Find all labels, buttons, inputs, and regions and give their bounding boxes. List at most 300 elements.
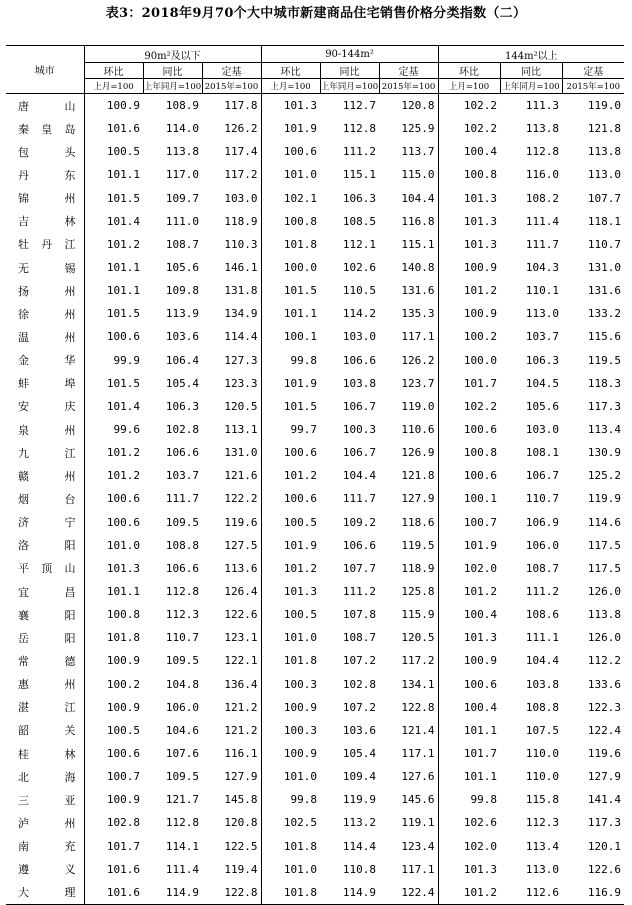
value-cell: 131.6 [587, 284, 622, 298]
value-cell: 117.1 [379, 742, 438, 765]
base-cell: 上月=100 [438, 79, 500, 94]
table-row [6, 811, 624, 834]
value-cell: 100.3 [283, 723, 318, 737]
value-cell: 100.9 [106, 654, 140, 668]
base-cell: 上月=100 [84, 79, 143, 94]
value-cell: 125.2 [587, 469, 622, 483]
price-index-table [6, 45, 624, 905]
value-cell: 136.4 [202, 673, 261, 696]
value-cell: 100.1 [283, 330, 318, 344]
value-cell: 101.2 [438, 881, 500, 905]
value-cell: 119.9 [342, 793, 377, 807]
city-cell: 常德 [6, 649, 84, 672]
table-row [6, 372, 624, 395]
value-cell: 102.0 [463, 839, 498, 853]
value-cell: 126.9 [379, 441, 438, 464]
value-cell: 123.3 [202, 372, 261, 395]
value-cell: 110.7 [165, 631, 199, 645]
value-cell: 117.2 [379, 649, 438, 672]
value-cell: 100.6 [283, 446, 318, 460]
value-cell: 117.5 [587, 561, 622, 575]
value-cell: 100.6 [283, 492, 318, 506]
value-cell: 110.0 [525, 747, 560, 760]
value-cell: 108.9 [165, 99, 199, 113]
value-cell: 104.8 [165, 677, 199, 691]
value-cell: 107.6 [165, 747, 199, 760]
value-cell: 127.3 [202, 349, 261, 372]
value-cell: 104.5 [525, 376, 560, 390]
value-cell: 102.5 [283, 816, 318, 830]
value-cell: 109.8 [165, 284, 199, 298]
value-cell: 120.8 [379, 94, 438, 118]
table-row [6, 881, 624, 905]
table-row [6, 626, 624, 649]
value-cell: 101.7 [463, 747, 498, 760]
value-cell: 111.7 [342, 492, 377, 506]
value-cell: 133.2 [587, 307, 622, 321]
value-cell: 106.3 [525, 353, 560, 367]
value-cell: 104.4 [525, 654, 560, 668]
value-cell: 100.2 [463, 330, 498, 344]
value-cell: 112.3 [525, 816, 560, 830]
city-cell: 烟台 [6, 487, 84, 510]
value-cell: 106.0 [525, 538, 560, 552]
table-row [6, 557, 624, 580]
value-cell: 108.7 [165, 237, 199, 251]
value-cell: 112.8 [165, 816, 199, 830]
value-cell: 106.6 [342, 353, 377, 367]
city-cell: 锦州 [6, 187, 84, 210]
value-cell: 106.3 [165, 399, 199, 413]
value-cell: 103.6 [165, 330, 199, 344]
value-cell: 118.3 [587, 376, 622, 390]
value-cell: 120.8 [202, 811, 261, 834]
value-cell: 101.8 [283, 839, 318, 853]
value-cell: 114.6 [587, 515, 622, 529]
table-row [6, 187, 624, 210]
value-cell: 110.1 [525, 284, 560, 298]
value-cell: 102.2 [463, 99, 498, 113]
value-cell: 101.3 [283, 585, 318, 599]
value-cell: 121.8 [379, 464, 438, 487]
value-cell: 117.2 [202, 163, 261, 186]
value-cell: 100.0 [463, 353, 498, 367]
value-cell: 113.0 [525, 862, 560, 876]
table-row [6, 117, 624, 140]
value-cell: 126.0 [587, 631, 622, 645]
table-row [6, 835, 624, 858]
value-cell: 100.8 [106, 608, 140, 622]
value-cell: 119.0 [379, 395, 438, 418]
table-row [6, 719, 624, 742]
value-cell: 100.7 [463, 515, 498, 529]
value-cell: 115.0 [379, 163, 438, 186]
value-cell: 122.5 [202, 835, 261, 858]
city-cell: 南充 [6, 835, 84, 858]
value-cell: 106.9 [525, 515, 560, 529]
value-cell: 101.0 [283, 770, 318, 784]
value-cell: 112.8 [525, 145, 560, 159]
value-cell: 108.7 [342, 631, 377, 645]
value-cell: 101.0 [283, 631, 318, 645]
value-cell: 104.4 [379, 187, 438, 210]
value-cell: 102.1 [283, 191, 318, 205]
value-cell: 113.9 [165, 307, 199, 321]
table-row [6, 233, 624, 256]
table-body [6, 94, 624, 905]
table-row [6, 256, 624, 279]
table-row [6, 279, 624, 302]
value-cell: 100.9 [463, 307, 498, 321]
table-row [6, 210, 624, 233]
value-cell: 108.1 [525, 446, 560, 460]
value-cell: 100.0 [283, 261, 318, 275]
base-cell: 2015年=100 [562, 79, 624, 94]
value-cell: 113.4 [587, 423, 622, 437]
value-cell: 100.5 [106, 723, 140, 737]
value-cell: 140.8 [379, 256, 438, 279]
value-cell: 111.4 [165, 862, 199, 876]
value-cell: 100.9 [106, 700, 140, 714]
value-cell: 101.8 [283, 237, 318, 251]
table-header [6, 46, 624, 94]
value-cell: 115.1 [379, 233, 438, 256]
value-cell: 115.9 [379, 603, 438, 626]
value-cell: 100.4 [463, 700, 498, 714]
value-cell: 112.8 [165, 585, 199, 599]
group-header-large: 144m²以上 [438, 46, 624, 63]
value-cell: 134.9 [202, 302, 261, 325]
value-cell: 120.5 [379, 626, 438, 649]
value-cell: 114.0 [165, 122, 199, 136]
value-cell: 100.9 [283, 747, 318, 760]
base-cell: 上年同月=100 [143, 79, 202, 94]
value-cell: 112.2 [587, 654, 622, 668]
value-cell: 111.1 [525, 631, 560, 645]
value-cell: 120.1 [587, 839, 622, 853]
value-cell: 106.3 [342, 191, 377, 205]
value-cell: 102.6 [463, 816, 498, 830]
value-cell: 114.1 [165, 839, 199, 853]
value-cell: 119.0 [587, 99, 622, 113]
subheader-cell: 定基 [202, 63, 261, 79]
group-header-small: 90m²及以下 [84, 46, 261, 63]
value-cell: 100.8 [283, 214, 318, 228]
table-row [6, 765, 624, 788]
value-cell: 101.0 [106, 538, 140, 552]
base-cell: 上月=100 [261, 79, 320, 94]
value-cell: 101.9 [463, 538, 498, 552]
city-cell: 牡丹江 [6, 233, 84, 256]
table-row [6, 395, 624, 418]
value-cell: 100.3 [342, 423, 377, 437]
table-row [6, 487, 624, 510]
value-cell: 115.8 [525, 793, 560, 807]
value-cell: 112.7 [342, 99, 377, 113]
value-cell: 107.5 [525, 723, 560, 737]
value-cell: 114.4 [202, 325, 261, 348]
value-cell: 110.3 [202, 233, 261, 256]
city-cell: 韶关 [6, 719, 84, 742]
value-cell: 111.4 [525, 214, 560, 228]
table-row [6, 649, 624, 672]
value-cell: 99.8 [470, 793, 498, 807]
value-cell: 110.6 [379, 418, 438, 441]
value-cell: 111.2 [342, 585, 377, 599]
table-row [6, 349, 624, 372]
value-cell: 114.4 [342, 839, 377, 853]
value-cell: 106.7 [342, 446, 377, 460]
value-cell: 101.4 [106, 214, 140, 228]
value-cell: 108.6 [525, 608, 560, 622]
value-cell: 103.0 [342, 330, 377, 344]
value-cell: 101.7 [106, 839, 140, 853]
value-cell: 113.6 [202, 557, 261, 580]
city-cell: 吉林 [6, 210, 84, 233]
value-cell: 107.2 [342, 700, 377, 714]
value-cell: 101.1 [106, 585, 140, 599]
value-cell: 101.2 [283, 561, 318, 575]
value-cell: 108.8 [165, 538, 199, 552]
value-cell: 100.6 [106, 515, 140, 529]
value-cell: 100.9 [106, 793, 140, 807]
value-cell: 126.4 [202, 580, 261, 603]
value-cell: 131.0 [202, 441, 261, 464]
subheader-cell: 定基 [562, 63, 624, 79]
value-cell: 126.0 [587, 585, 622, 599]
table-row [6, 603, 624, 626]
value-cell: 114.2 [342, 307, 377, 321]
value-cell: 121.4 [379, 719, 438, 742]
table-row [6, 418, 624, 441]
city-cell: 洛阳 [6, 534, 84, 557]
value-cell: 105.4 [342, 747, 377, 760]
value-cell: 116.9 [562, 881, 624, 905]
value-cell: 100.6 [106, 492, 140, 506]
city-cell: 秦皇岛 [6, 117, 84, 140]
value-cell: 131.8 [202, 279, 261, 302]
city-cell: 泉州 [6, 418, 84, 441]
value-cell: 100.8 [463, 446, 498, 460]
value-cell: 110.8 [342, 862, 377, 876]
value-cell: 122.3 [587, 700, 622, 714]
value-cell: 101.2 [463, 585, 498, 599]
value-cell: 100.6 [463, 469, 498, 483]
value-cell: 101.1 [106, 284, 140, 298]
value-cell: 122.8 [379, 696, 438, 719]
table-row [6, 742, 624, 765]
table-row [6, 580, 624, 603]
value-cell: 117.3 [587, 399, 622, 413]
value-cell: 99.6 [113, 423, 140, 437]
value-cell: 99.8 [290, 793, 318, 807]
value-cell: 106.7 [525, 469, 560, 483]
value-cell: 121.6 [202, 464, 261, 487]
value-cell: 141.4 [587, 793, 622, 807]
value-cell: 101.3 [463, 191, 498, 205]
value-cell: 100.4 [463, 145, 498, 159]
value-cell: 122.4 [587, 723, 622, 737]
table-row [6, 858, 624, 881]
value-cell: 108.7 [525, 561, 560, 575]
base-cell: 上年同月=100 [500, 79, 562, 94]
city-cell: 三亚 [6, 788, 84, 811]
value-cell: 101.5 [283, 284, 318, 298]
value-cell: 102.2 [463, 122, 498, 136]
table-row [6, 302, 624, 325]
value-cell: 101.3 [463, 631, 498, 645]
value-cell: 102.2 [463, 399, 498, 413]
value-cell: 103.0 [525, 423, 560, 437]
value-cell: 110.5 [342, 284, 377, 298]
value-cell: 146.1 [202, 256, 261, 279]
value-cell: 109.2 [342, 515, 377, 529]
table-row [6, 325, 624, 348]
value-cell: 99.8 [290, 353, 318, 367]
city-cell: 包头 [6, 140, 84, 163]
value-cell: 113.1 [202, 418, 261, 441]
city-cell: 湛江 [6, 696, 84, 719]
value-cell: 111.0 [165, 214, 199, 228]
value-cell: 113.8 [165, 145, 199, 159]
value-cell: 119.1 [379, 811, 438, 834]
value-cell: 101.8 [261, 881, 320, 905]
value-cell: 109.5 [165, 654, 199, 668]
value-cell: 127.6 [379, 765, 438, 788]
value-cell: 105.6 [525, 399, 560, 413]
value-cell: 122.8 [202, 881, 261, 905]
value-cell: 101.3 [283, 99, 318, 113]
value-cell: 116.0 [525, 168, 560, 182]
city-cell: 遵义 [6, 858, 84, 881]
table-row [6, 163, 624, 186]
value-cell: 100.9 [283, 700, 318, 714]
value-cell: 107.7 [342, 561, 377, 575]
subheader-cell: 同比 [143, 63, 202, 79]
value-cell: 107.8 [342, 608, 377, 622]
city-cell: 桂林 [6, 742, 84, 765]
value-cell: 101.3 [106, 561, 140, 575]
value-cell: 101.5 [106, 191, 140, 205]
value-cell: 107.2 [342, 654, 377, 668]
value-cell: 117.5 [587, 538, 622, 552]
value-cell: 101.6 [106, 122, 140, 136]
value-cell: 131.0 [587, 261, 622, 275]
value-cell: 113.8 [525, 122, 560, 136]
value-cell: 125.9 [379, 117, 438, 140]
value-cell: 113.8 [587, 608, 622, 622]
value-cell: 103.7 [525, 330, 560, 344]
value-cell: 106.7 [342, 399, 377, 413]
value-cell: 127.9 [379, 487, 438, 510]
value-cell: 101.9 [283, 122, 318, 136]
value-cell: 104.3 [525, 261, 560, 275]
value-cell: 123.1 [202, 626, 261, 649]
value-cell: 101.5 [106, 376, 140, 390]
value-cell: 111.7 [525, 237, 560, 251]
value-cell: 112.6 [500, 881, 562, 905]
value-cell: 102.8 [106, 816, 140, 830]
value-cell: 121.8 [587, 122, 622, 136]
value-cell: 101.1 [106, 168, 140, 182]
table-row [6, 140, 624, 163]
value-cell: 100.3 [283, 677, 318, 691]
value-cell: 108.5 [342, 214, 377, 228]
value-cell: 101.5 [283, 399, 318, 413]
value-cell: 101.4 [106, 399, 140, 413]
subheader-cell: 环比 [84, 63, 143, 79]
value-cell: 105.4 [165, 376, 199, 390]
value-cell: 106.6 [165, 446, 199, 460]
value-cell: 106.6 [165, 561, 199, 575]
value-cell: 122.2 [202, 487, 261, 510]
city-cell: 襄阳 [6, 603, 84, 626]
value-cell: 101.0 [283, 168, 318, 182]
value-cell: 101.8 [283, 654, 318, 668]
value-cell: 114.9 [320, 881, 379, 905]
value-cell: 101.9 [283, 376, 318, 390]
table-row [6, 673, 624, 696]
city-cell: 唐山 [6, 94, 84, 118]
value-cell: 103.8 [342, 376, 377, 390]
value-cell: 118.1 [587, 214, 622, 228]
value-cell: 101.6 [84, 881, 143, 905]
city-cell: 丹东 [6, 163, 84, 186]
value-cell: 102.6 [342, 261, 377, 275]
city-cell: 九江 [6, 441, 84, 464]
value-cell: 117.0 [165, 168, 199, 182]
city-cell: 平顶山 [6, 557, 84, 580]
group-header-medium: 90-144m² [261, 46, 438, 63]
table-row [6, 534, 624, 557]
table-row [6, 464, 624, 487]
value-cell: 99.7 [290, 423, 318, 437]
value-cell: 103.8 [525, 677, 560, 691]
value-cell: 118.6 [379, 511, 438, 534]
value-cell: 107.7 [587, 191, 622, 205]
value-cell: 101.1 [463, 723, 498, 737]
value-cell: 109.5 [165, 515, 199, 529]
value-cell: 112.1 [342, 237, 377, 251]
city-cell: 宜昌 [6, 580, 84, 603]
value-cell: 100.9 [463, 654, 498, 668]
value-cell: 101.8 [106, 631, 140, 645]
table-row [6, 511, 624, 534]
value-cell: 100.4 [463, 608, 498, 622]
table-row [6, 696, 624, 719]
value-cell: 118.9 [379, 557, 438, 580]
value-cell: 100.5 [283, 515, 318, 529]
value-cell: 119.5 [379, 534, 438, 557]
value-cell: 110.7 [525, 492, 560, 506]
city-cell: 蚌埠 [6, 372, 84, 395]
value-cell: 102.8 [165, 423, 199, 437]
city-cell: 赣州 [6, 464, 84, 487]
value-cell: 101.2 [106, 446, 140, 460]
value-cell: 112.8 [342, 122, 377, 136]
value-cell: 104.6 [165, 723, 199, 737]
value-cell: 116.1 [202, 742, 261, 765]
value-cell: 100.9 [106, 99, 140, 113]
value-cell: 113.4 [525, 839, 560, 853]
value-cell: 127.5 [202, 534, 261, 557]
value-cell: 109.7 [165, 191, 199, 205]
value-cell: 122.6 [587, 862, 622, 876]
value-cell: 100.2 [106, 677, 140, 691]
value-cell: 120.5 [202, 395, 261, 418]
value-cell: 101.2 [106, 469, 140, 483]
value-cell: 111.2 [525, 585, 560, 599]
